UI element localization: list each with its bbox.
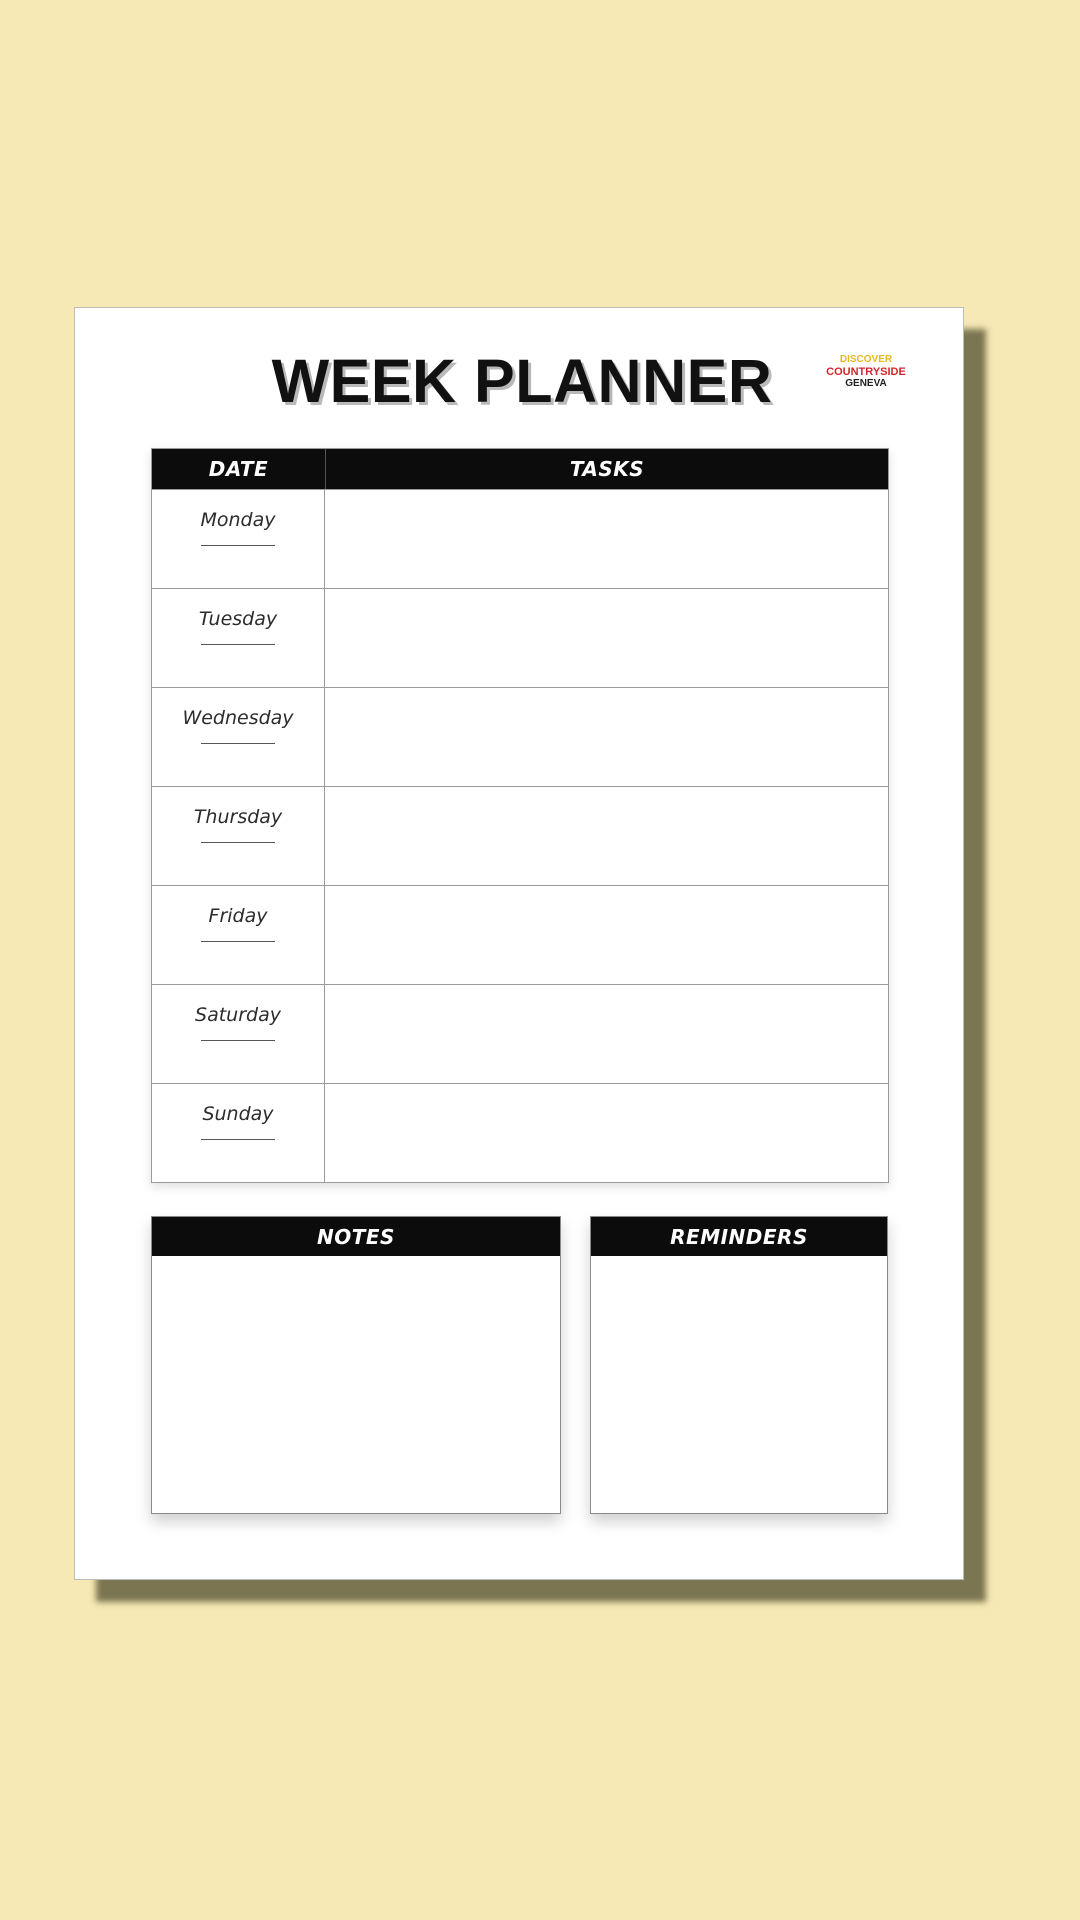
day-label-saturday: Saturday (195, 1004, 281, 1026)
day-label-monday: Monday (200, 509, 276, 531)
date-write-line[interactable] (201, 545, 275, 546)
day-cell (152, 886, 325, 984)
task-cell-friday[interactable] (325, 886, 888, 984)
notes-box (151, 1216, 561, 1514)
day-cell (152, 787, 325, 885)
week-table-header (152, 449, 888, 489)
day-label-sunday: Sunday (202, 1103, 274, 1125)
notes-header: NOTES (152, 1217, 560, 1256)
date-write-line[interactable] (201, 1040, 275, 1041)
day-row-thursday (152, 786, 888, 885)
day-row-saturday (152, 984, 888, 1083)
day-cell (152, 688, 325, 786)
task-cell-wednesday[interactable] (325, 688, 888, 786)
brand-logo (811, 354, 921, 390)
task-cell-saturday[interactable] (325, 985, 888, 1083)
day-row-sunday (152, 1083, 888, 1182)
task-cell-sunday[interactable] (325, 1084, 888, 1182)
week-table (151, 448, 889, 1183)
task-cell-monday[interactable] (325, 490, 888, 588)
logo-line-geneva: GENEVA (845, 378, 887, 389)
day-row-friday (152, 885, 888, 984)
task-cell-thursday[interactable] (325, 787, 888, 885)
date-column-header: DATE (152, 449, 326, 489)
day-label-friday: Friday (208, 905, 268, 927)
day-cell (152, 490, 325, 588)
day-row-tuesday (152, 588, 888, 687)
task-cell-tuesday[interactable] (325, 589, 888, 687)
tasks-column-header: TASKS (569, 457, 645, 481)
reminders-header: REMINDERS (591, 1217, 887, 1256)
day-label-wednesday: Wednesday (182, 707, 294, 729)
logo-line-discover: DISCOVER (839, 354, 893, 365)
date-write-line[interactable] (201, 644, 275, 645)
date-write-line[interactable] (201, 743, 275, 744)
date-write-line[interactable] (201, 941, 275, 942)
page-title: WEEK PLANNER (271, 347, 773, 415)
date-write-line[interactable] (201, 1139, 275, 1140)
notes-area[interactable] (152, 1256, 560, 1513)
day-cell (152, 1084, 325, 1182)
day-cell (152, 589, 325, 687)
reminders-box (590, 1216, 888, 1514)
logo-line-countryside: COUNTRYSIDE (826, 366, 906, 378)
day-cell (152, 985, 325, 1083)
date-write-line[interactable] (201, 842, 275, 843)
reminders-area[interactable] (591, 1256, 887, 1513)
day-label-tuesday: Tuesday (198, 608, 278, 630)
planner-page (74, 307, 964, 1580)
day-label-thursday: Thursday (193, 806, 283, 828)
day-row-wednesday (152, 687, 888, 786)
day-row-monday (152, 489, 888, 588)
